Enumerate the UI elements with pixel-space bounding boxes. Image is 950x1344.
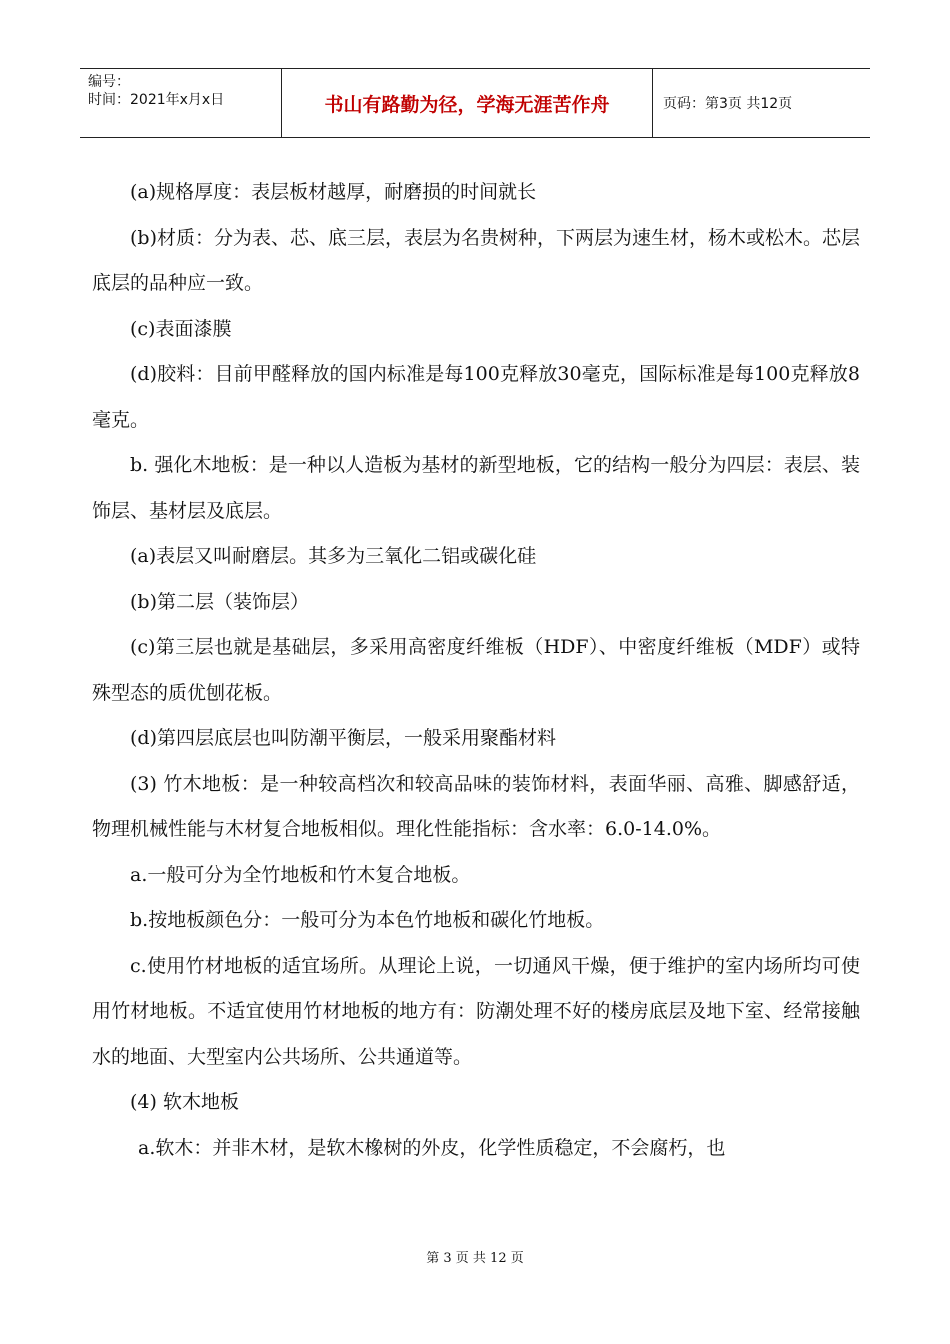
paragraph: b.按地板颜色分：一般可分为本色竹地板和碳化竹地板。 bbox=[130, 909, 605, 931]
paragraph: (c)第三层也就是基础层，多采用高密度纤维板（HDF）、中密度纤维板（MDF）或特殊型态的质优刨花板。 bbox=[92, 636, 860, 704]
header-meta bbox=[80, 69, 282, 137]
document-body bbox=[92, 170, 860, 1171]
paragraph: a.软木：并非木材，是软木橡树的外皮，化学性质稳定，不会腐朽，也 bbox=[138, 1136, 726, 1159]
paragraph: (a)规格厚度：表层板材越厚，耐磨损的时间就长 bbox=[130, 181, 537, 203]
page-footer: 第 3 页 共 12 页 bbox=[426, 1251, 524, 1266]
paragraph: (4) 软木地板 bbox=[130, 1091, 239, 1113]
header-page-info: 页码：第3页 共12页 bbox=[663, 96, 793, 112]
paragraph: (c)表面漆膜 bbox=[130, 317, 232, 340]
time-label: 时间：2021年x月x日 bbox=[88, 92, 225, 108]
paragraph: (b)第二层（装饰层） bbox=[130, 590, 309, 613]
paragraph: a.一般可分为全竹地板和竹木复合地板。 bbox=[130, 863, 471, 886]
paragraph: (d)胶料：目前甲醛释放的国内标准是每100克释放30毫克，国际标准是每100克释放8毫克。 bbox=[92, 363, 860, 431]
doc-number-label: 编号： bbox=[88, 74, 130, 90]
header-motto: 书山有路勤为径，学海无涯苦作舟 bbox=[282, 69, 653, 137]
paragraph: b. 强化木地板：是一种以人造板为基材的新型地板，它的结构一般分为四层：表层、装饰层、基材层及底层。 bbox=[92, 454, 860, 522]
paragraph: (d)第四层底层也叫防潮平衡层，一般采用聚酯材料 bbox=[130, 727, 556, 749]
paragraph: c.使用竹材地板的适宜场所。从理论上说，一切通风干燥，便于维护的室内场所均可使用竹材地板。不适宜使用竹材地板的地方有：防潮处理不好的楼房底层及地下室、经常接触水的地面、大型室内公共场所、公共通道等。 bbox=[92, 954, 860, 1068]
paragraph: (b)材质：分为表、芯、底三层，表层为名贵树种，下两层为速生材，杨木或松木。芯层底层的品种应一致。 bbox=[92, 226, 860, 294]
paragraph: (a)表层又叫耐磨层。其多为三氧化二铝或碳化硅 bbox=[130, 545, 537, 567]
paragraph: (3) 竹木地板：是一种较高档次和较高品味的装饰材料，表面华丽、高雅、脚感舒适，物理机械性能与木材复合地板相似。理化性能指标：含水率：6.0-14.0%。 bbox=[92, 772, 860, 840]
page-header bbox=[80, 68, 870, 138]
